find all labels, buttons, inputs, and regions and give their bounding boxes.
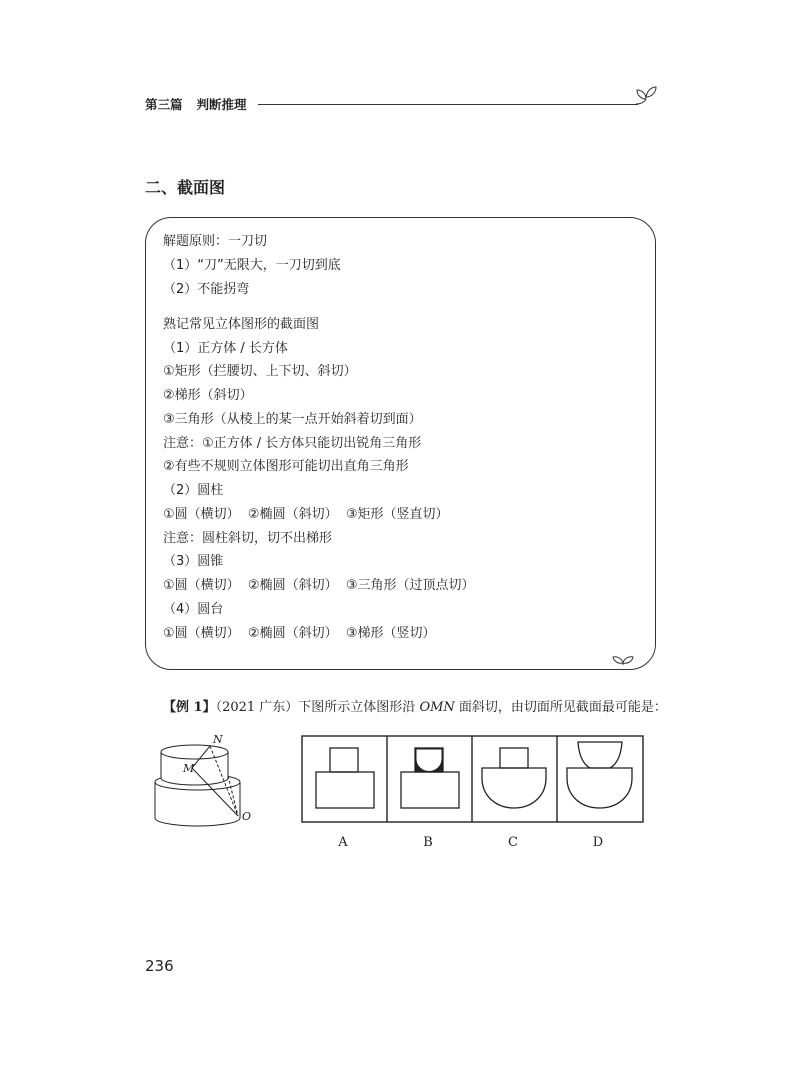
memo-line: ①圆（横切） ②椭圆（斜切） ③矩形（竖直切） <box>163 506 449 522</box>
principle-item: （2）不能拐弯 <box>163 281 250 297</box>
memo-line: ②梯形（斜切） <box>163 388 253 403</box>
example-plane: OMN <box>419 700 455 715</box>
header-part: 第三篇 <box>145 97 183 112</box>
answer-options-figure <box>300 734 646 826</box>
example-label: 【例 1】 <box>163 700 216 715</box>
rules-box <box>145 217 656 670</box>
option-label-c: C <box>508 835 518 850</box>
header-rule <box>258 104 638 105</box>
rules-text <box>163 230 475 645</box>
header-title: 判断推理 <box>196 97 247 112</box>
principle-title: 解题原则：一刀切 <box>163 234 268 249</box>
memo-line: 注意：①正方体 / 长方体只能切出锐角三角形 <box>163 435 422 451</box>
memo-line: ②有些不规则立体图形可能切出直角三角形 <box>163 459 409 475</box>
memo-line: 注意：圆柱斜切，切不出梯形 <box>163 530 333 546</box>
option-c-shape <box>482 748 546 808</box>
memo-line: ①矩形（拦腰切、上下切、斜切） <box>163 364 357 380</box>
principle-item: （1）“刀”无限大，一刀切到底 <box>163 257 341 273</box>
memo-line: （1）正方体 / 长方体 <box>163 340 288 356</box>
memo-title: 熟记常见立体图形的截面图 <box>163 316 320 332</box>
example-suffix: 面斜切，由切面所见截面最可能是： <box>454 700 667 715</box>
option-label-b: B <box>423 835 433 850</box>
memo-line: （2）圆柱 <box>163 483 224 498</box>
page-number: 236 <box>145 957 174 975</box>
option-label-a: A <box>338 835 348 850</box>
running-header <box>145 95 247 113</box>
example-prefix: （2021 广东）下图所示立体图形沿 <box>215 700 420 715</box>
point-label-m: M <box>183 762 195 775</box>
memo-line: （4）圆台 <box>163 601 224 617</box>
point-label-n: N <box>213 733 223 746</box>
memo-line: （3）圆锥 <box>163 554 224 570</box>
point-label-o: O <box>242 810 252 823</box>
section-title: 二、截面图 <box>145 178 226 197</box>
example-question <box>163 696 667 715</box>
option-label-d: D <box>592 835 604 850</box>
sprout-icon <box>612 650 634 666</box>
stacked-cylinders-figure <box>148 728 263 833</box>
option-d-shape <box>567 742 632 808</box>
memo-line: ①圆（横切） ②椭圆（斜切） ③三角形（过顶点切） <box>163 578 475 593</box>
option-b-shape <box>401 748 459 808</box>
memo-line: ①圆（横切） ②椭圆（斜切） ③梯形（竖切） <box>163 625 436 641</box>
option-a-shape <box>316 748 374 808</box>
memo-line: ③三角形（从棱上的某一点开始斜着切到面） <box>163 411 422 427</box>
sprout-icon <box>634 84 658 106</box>
